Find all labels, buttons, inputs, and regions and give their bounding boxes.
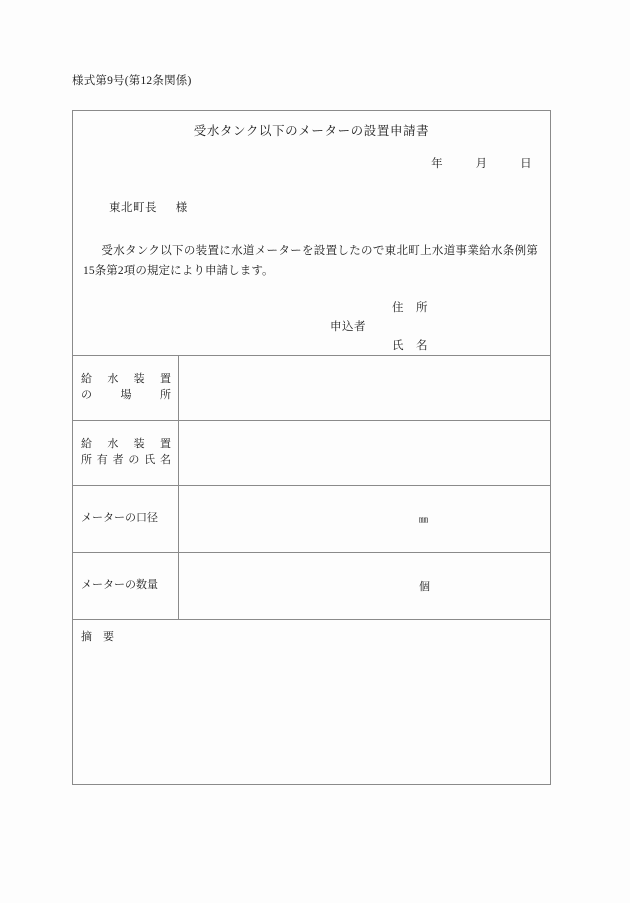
application-form (72, 110, 551, 785)
body-paragraph: 受水タンク以下の装置に水道メーターを設置したので東北町上水道事業給水条例第15条第2項の規定により申請します。 (83, 245, 538, 278)
row-label-owner-name (73, 421, 179, 485)
date-year-label: 年 (431, 158, 444, 170)
remarks-row[interactable] (73, 620, 550, 777)
applicant-label: 申込者 (330, 321, 366, 333)
unit-piece: 個 (419, 581, 430, 593)
row-label-line1: メーターの数量 (81, 579, 158, 592)
row-label-meter-diameter (73, 486, 179, 552)
row-label-water-supply-location (73, 356, 179, 420)
row-value-owner-name[interactable] (179, 421, 550, 485)
row-value-meter-quantity[interactable] (179, 553, 550, 619)
applicant-block (330, 299, 510, 355)
row-label-meter-quantity (73, 553, 179, 619)
table-row (73, 356, 550, 421)
row-label-line2: 所有者の氏名 (81, 454, 171, 466)
date-day-label: 日 (520, 158, 532, 170)
row-label-line1: 給水装置 (81, 373, 171, 386)
row-label-line2: の場所 (81, 389, 171, 401)
applicant-name-label: 氏 名 (392, 340, 428, 352)
document-title: 受水タンク以下のメーターの設置申請書 (193, 124, 430, 138)
addressee-line (109, 199, 188, 215)
applicant-address-label: 住 所 (392, 302, 428, 314)
row-value-meter-diameter[interactable] (179, 486, 550, 552)
table-row (73, 486, 550, 553)
table-row (73, 421, 550, 486)
date-month-label: 月 (475, 158, 488, 170)
remarks-label: 摘 要 (81, 631, 114, 643)
addressee-honorific: 様 (175, 202, 188, 214)
table-row (73, 553, 550, 620)
date-line (431, 155, 532, 171)
row-label-line1: メーターの口径 (81, 512, 158, 525)
unit-millimeter: ㎜ (419, 514, 428, 525)
row-value-water-supply-location[interactable] (179, 356, 550, 420)
form-number: 様式第9号(第12条関係) (72, 75, 192, 87)
row-label-line1: 給水装置 (81, 438, 171, 451)
form-header-region (73, 111, 550, 356)
addressee-name: 東北町長 (109, 202, 157, 214)
